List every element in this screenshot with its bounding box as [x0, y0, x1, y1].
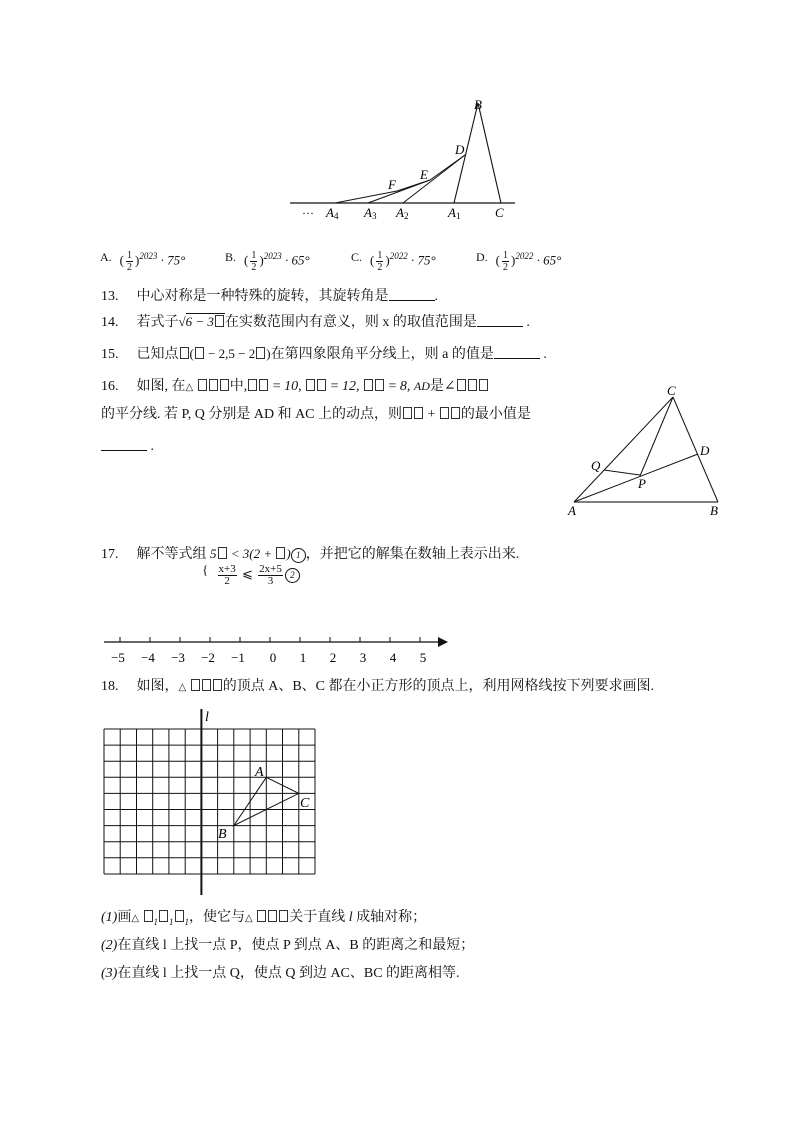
option-d: D. ( $\frac{1}{2}$ )$^{2022}$ · 65°	[476, 250, 562, 273]
option-a: A. ( $\frac{1}{2}$ )$^{2023}$ · 75°	[100, 250, 186, 273]
label-C: C	[667, 383, 676, 398]
label-F: F	[388, 177, 396, 192]
label-E: E	[420, 167, 428, 182]
option-b: B. ( $\frac{1}{2}$ )$^{2023}$ · 65°	[225, 250, 310, 273]
svg-text:4: 4	[389, 650, 397, 665]
figure-q16-triangle	[560, 380, 740, 520]
label-B: B	[218, 827, 227, 842]
question-18: 18. 如图，△ 的顶点 A、B、C 都在小正方形的顶点上，利用网格线按下列要求画图.	[101, 679, 654, 694]
label-A3: A3	[364, 205, 377, 221]
label-P: P	[638, 476, 646, 491]
label-D: D	[700, 443, 710, 458]
question-16-line2: 的平分线. 若 P, Q 分别是 AD 和 AC 上的动点，则 + 的最小值是	[101, 407, 531, 422]
svg-text:−5: −5	[111, 650, 125, 665]
answer-blank-16[interactable]	[101, 437, 147, 451]
svg-text:1: 1	[299, 650, 307, 665]
question-18-part-3: (3)在直线 l 上找一点 Q，使点 Q 到边 AC、BC 的距离相等.	[101, 966, 460, 981]
label-D: D	[455, 142, 465, 157]
svg-text:3: 3	[359, 650, 367, 665]
label-A2: A2	[396, 205, 409, 221]
label-A1: A1	[448, 205, 461, 221]
label-A4: A4	[326, 205, 339, 221]
label-l: l	[205, 710, 209, 725]
label-C: C	[300, 796, 310, 811]
question-16-line3: .	[101, 437, 154, 456]
question-14: 14. 若式子√6 − 3 在实数范围内有意义，则 x 的取值范围是 .	[101, 314, 530, 330]
svg-text:5: 5	[419, 650, 427, 665]
label-B: B	[474, 97, 482, 112]
label-A: A	[255, 765, 264, 780]
svg-text:−2: −2	[201, 650, 215, 665]
figure-q12-triangles	[280, 90, 520, 225]
answer-blank-14[interactable]	[477, 313, 523, 327]
question-13: 13. 中心对称是一种特殊的旋转，其旋转角是 .	[101, 289, 438, 304]
answer-blank-13[interactable]	[389, 287, 435, 301]
answer-blank-15[interactable]	[494, 345, 540, 359]
label-A: A	[568, 503, 576, 518]
question-17-line1: 17. 解不等式组 5 < 3(2 + ) 1 ，并把它的解集在数轴上表示出来.	[101, 546, 520, 562]
option-c: C. ( $\frac{1}{2}$ )$^{2022}$ · 75°	[351, 250, 436, 273]
svg-text:−3: −3	[171, 650, 185, 665]
question-17-line2: { $\frac{x+3}{2}$ ⩽ $\frac{2x+5}{3}$ 2	[202, 562, 300, 587]
label-C: C	[495, 205, 504, 220]
question-18-part-2: (2)在直线 l 上找一点 P，使点 P 到点 A、B 的距离之和最短；	[101, 938, 475, 953]
svg-text:−4: −4	[141, 650, 155, 665]
svg-text:2: 2	[329, 650, 337, 665]
svg-text:0: 0	[269, 650, 277, 665]
label-Q: Q	[591, 458, 601, 473]
svg-text:−1: −1	[231, 650, 245, 665]
question-16-line1: 16. 如图, 在△ 中, = 10, = 12, = 8, AD是∠	[101, 377, 489, 397]
label-ellipsis: ···	[302, 206, 314, 220]
number-line	[100, 630, 460, 670]
label-B: B	[710, 503, 718, 518]
question-18-part-1: (1)画△ $_1$ $_1$ $_1$，使它与△ 关于直线 l 成轴对称；	[101, 910, 427, 927]
radical-expression: √6 − 3	[179, 313, 225, 329]
question-15: 15. 已知点 ( − 2,5 − 2 )在第四象限角平分线上，则 a 的值是 .	[101, 346, 547, 362]
grid-figure	[100, 705, 325, 900]
